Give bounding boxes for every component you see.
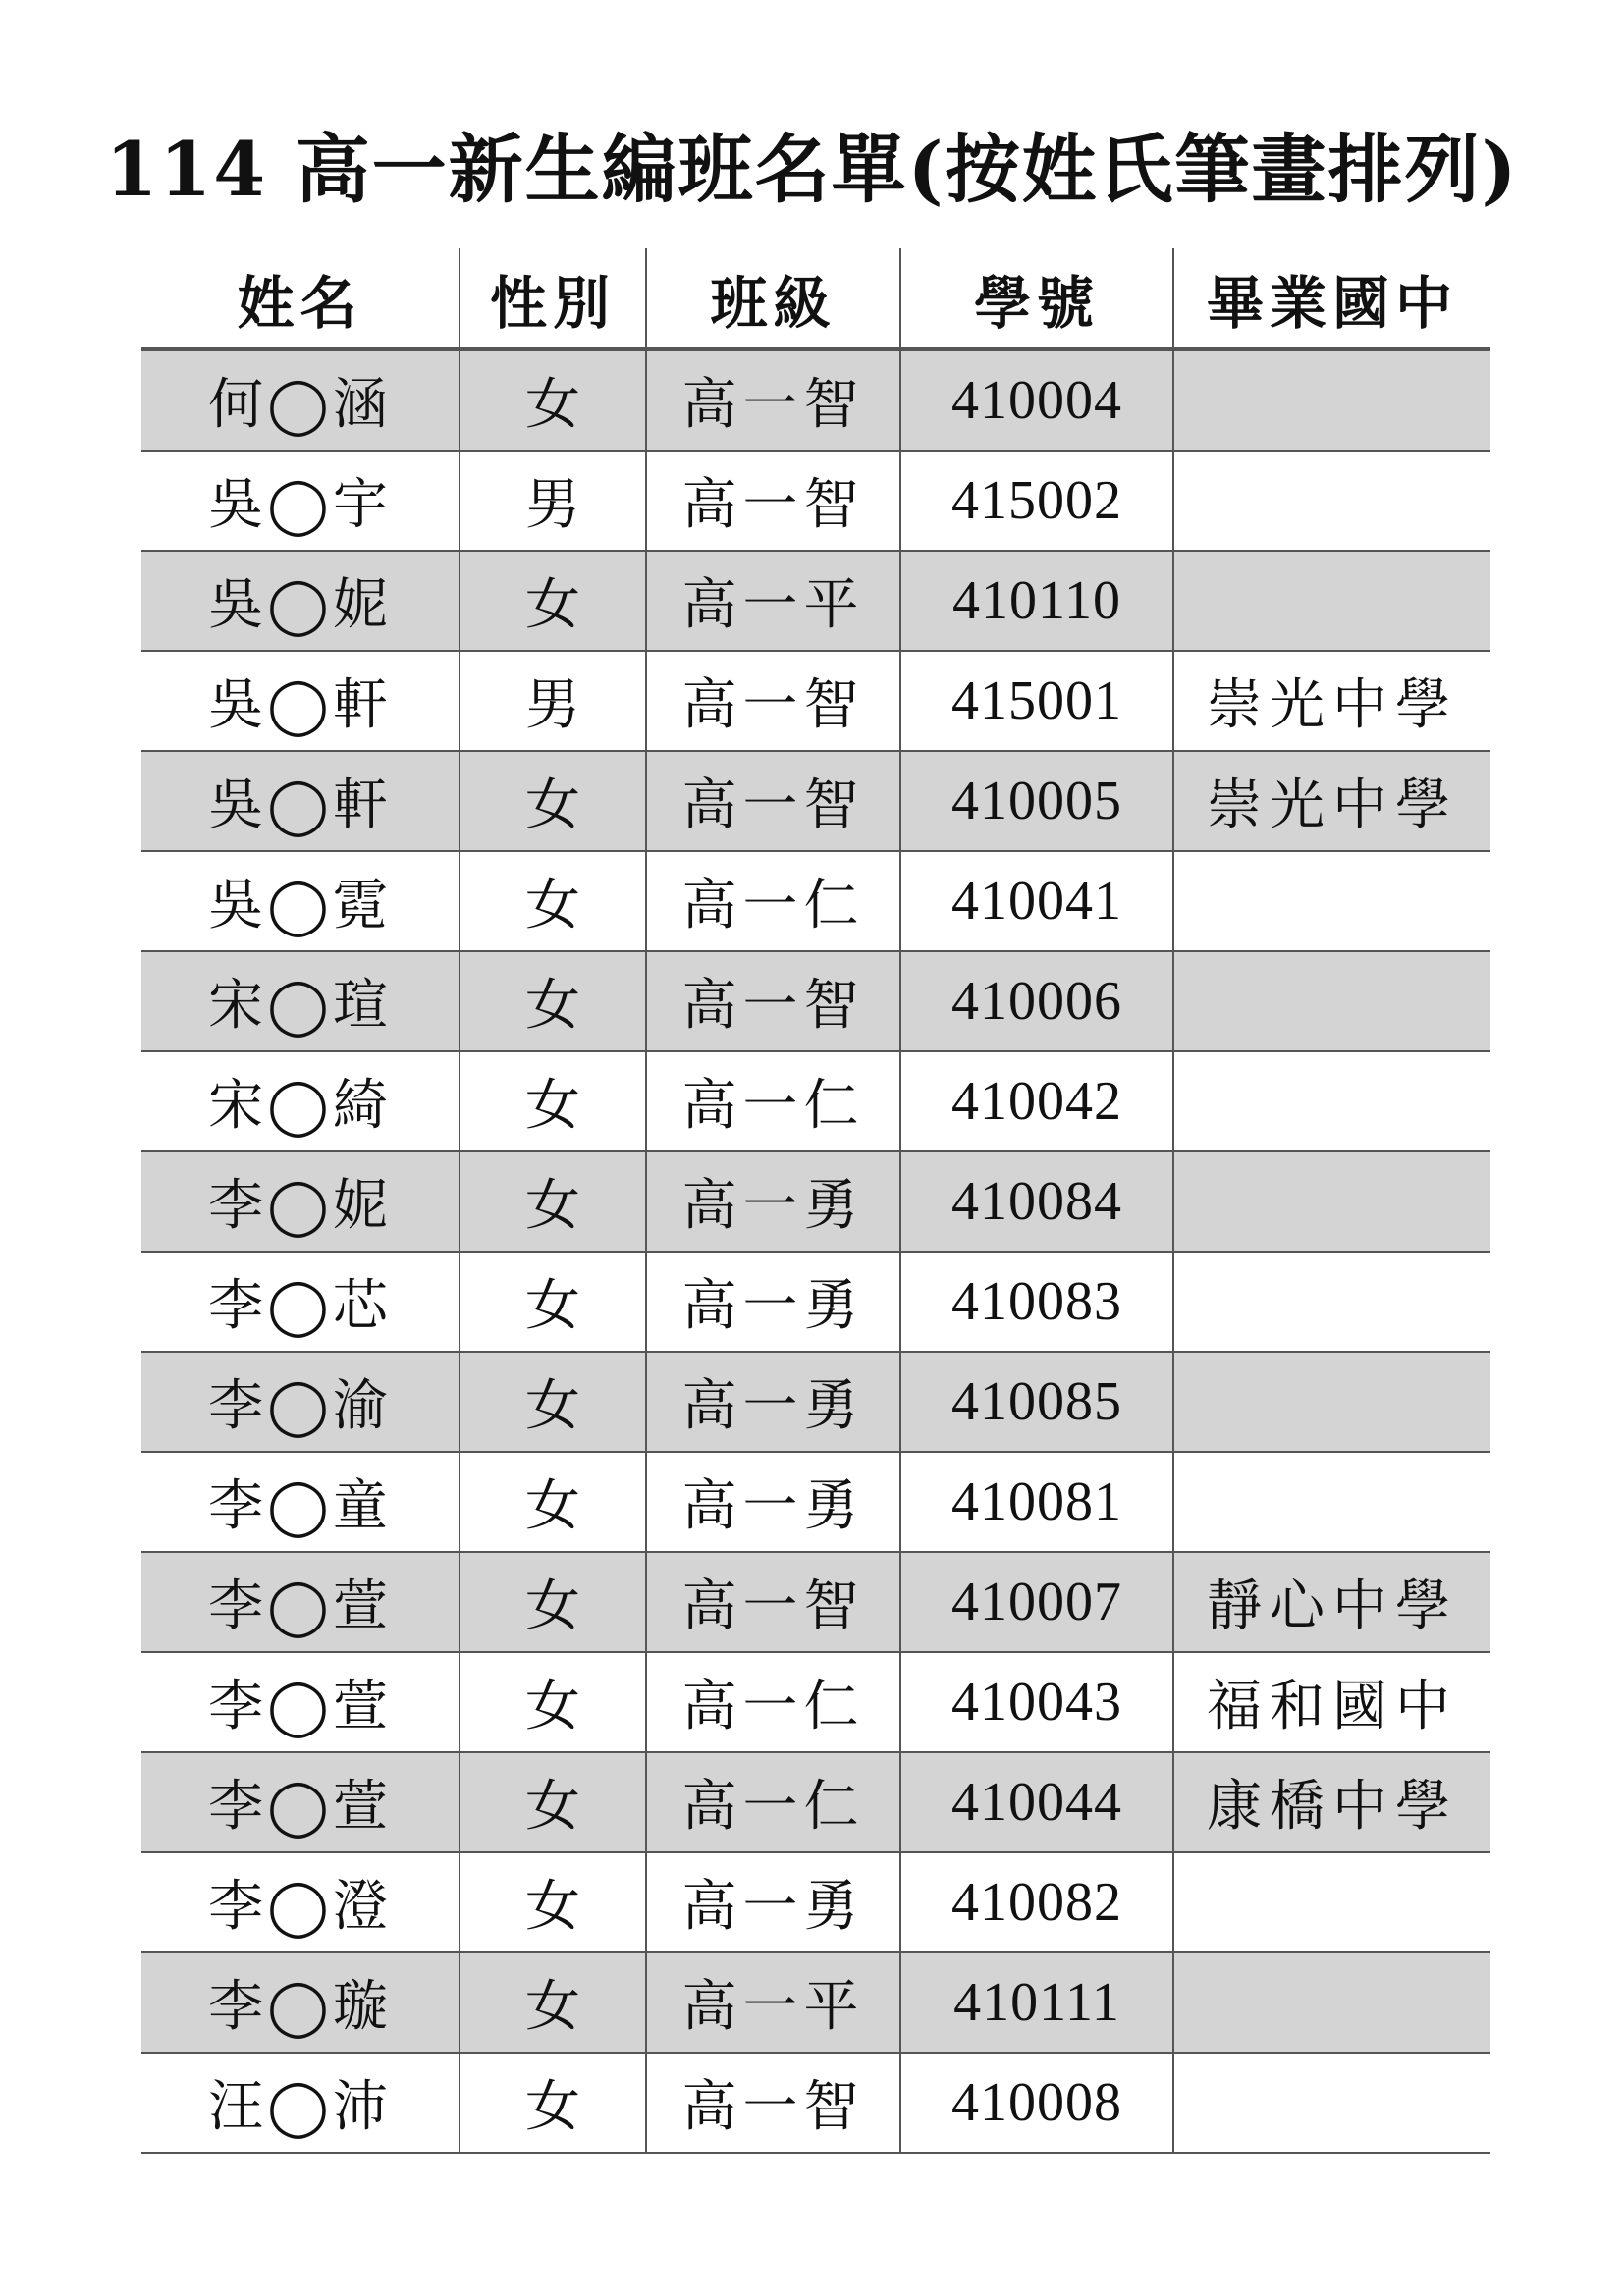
junior-high-school — [1173, 1352, 1490, 1452]
student-name: 李◯芯 — [141, 1252, 460, 1352]
student-name: 李◯萱 — [141, 1552, 460, 1652]
student-name: 宋◯瑄 — [141, 951, 460, 1051]
column-header-junior-high: 畢業國中 — [1173, 248, 1490, 349]
column-header-name: 姓名 — [141, 248, 460, 349]
student-name: 李◯萱 — [141, 1752, 460, 1852]
student-class: 高一智 — [646, 451, 900, 551]
table-row — [141, 551, 1490, 651]
student-class: 高一智 — [646, 1552, 900, 1652]
table-row — [141, 1352, 1490, 1452]
student-id: 410081 — [900, 1452, 1173, 1552]
student-class: 高一平 — [646, 1952, 900, 2053]
student-class: 高一仁 — [646, 1051, 900, 1151]
student-id: 410005 — [900, 751, 1173, 851]
student-id: 410042 — [900, 1051, 1173, 1151]
table-row — [141, 1852, 1490, 1952]
student-gender: 女 — [460, 1752, 646, 1852]
student-class: 高一智 — [646, 751, 900, 851]
junior-high-school — [1173, 951, 1490, 1051]
junior-high-school: 康橋中學 — [1173, 1752, 1490, 1852]
student-id: 410007 — [900, 1552, 1173, 1652]
student-id: 410111 — [900, 1952, 1173, 2053]
student-class: 高一勇 — [646, 1852, 900, 1952]
student-name: 吳◯軒 — [141, 651, 460, 751]
student-name: 汪◯沛 — [141, 2053, 460, 2153]
column-header-student-id: 學號 — [900, 248, 1173, 349]
student-name: 吳◯宇 — [141, 451, 460, 551]
student-gender: 女 — [460, 951, 646, 1051]
junior-high-school: 崇光中學 — [1173, 751, 1490, 851]
student-name: 宋◯綺 — [141, 1051, 460, 1151]
student-id: 410006 — [900, 951, 1173, 1051]
student-gender: 女 — [460, 851, 646, 951]
student-class: 高一智 — [646, 2053, 900, 2153]
student-class: 高一仁 — [646, 1652, 900, 1752]
table-row — [141, 851, 1490, 951]
student-class: 高一智 — [646, 349, 900, 451]
student-name: 李◯妮 — [141, 1151, 460, 1252]
student-id: 410043 — [900, 1652, 1173, 1752]
student-name: 吳◯妮 — [141, 551, 460, 651]
table-row — [141, 1051, 1490, 1151]
student-gender: 女 — [460, 1051, 646, 1151]
table-body — [141, 349, 1490, 2153]
student-gender: 男 — [460, 451, 646, 551]
student-gender: 女 — [460, 2053, 646, 2153]
student-class: 高一勇 — [646, 1452, 900, 1552]
student-class: 高一仁 — [646, 851, 900, 951]
table-row — [141, 1151, 1490, 1252]
table-row — [141, 349, 1490, 451]
student-name: 李◯璇 — [141, 1952, 460, 2053]
table-row — [141, 1952, 1490, 2053]
student-id: 410110 — [900, 551, 1173, 651]
table-row — [141, 451, 1490, 551]
student-name: 李◯澄 — [141, 1852, 460, 1952]
student-gender: 女 — [460, 1652, 646, 1752]
header-row — [141, 248, 1490, 349]
table-row — [141, 2053, 1490, 2153]
student-class: 高一智 — [646, 951, 900, 1051]
student-id: 415002 — [900, 451, 1173, 551]
student-id: 410084 — [900, 1151, 1173, 1252]
student-class: 高一勇 — [646, 1252, 900, 1352]
table-row — [141, 1552, 1490, 1652]
student-id: 415001 — [900, 651, 1173, 751]
student-gender: 女 — [460, 1952, 646, 2053]
table-row — [141, 1252, 1490, 1352]
student-id: 410004 — [900, 349, 1173, 451]
student-name: 李◯童 — [141, 1452, 460, 1552]
table-row — [141, 1452, 1490, 1552]
student-gender: 女 — [460, 1151, 646, 1252]
student-name: 何◯涵 — [141, 349, 460, 451]
student-id: 410041 — [900, 851, 1173, 951]
column-header-class: 班級 — [646, 248, 900, 349]
student-class: 高一勇 — [646, 1151, 900, 1252]
junior-high-school: 福和國中 — [1173, 1652, 1490, 1752]
student-gender: 女 — [460, 551, 646, 651]
student-id: 410044 — [900, 1752, 1173, 1852]
student-id: 410082 — [900, 1852, 1173, 1952]
table-row — [141, 951, 1490, 1051]
student-id: 410085 — [900, 1352, 1173, 1452]
junior-high-school — [1173, 349, 1490, 451]
junior-high-school — [1173, 1452, 1490, 1552]
table-header — [141, 248, 1490, 349]
student-name: 李◯渝 — [141, 1352, 460, 1452]
junior-high-school — [1173, 451, 1490, 551]
junior-high-school — [1173, 851, 1490, 951]
table-row — [141, 1752, 1490, 1852]
student-name: 吳◯霓 — [141, 851, 460, 951]
student-roster-table — [141, 248, 1490, 2154]
student-name: 吳◯軒 — [141, 751, 460, 851]
student-class: 高一智 — [646, 651, 900, 751]
student-gender: 男 — [460, 651, 646, 751]
student-gender: 女 — [460, 751, 646, 851]
student-name: 李◯萱 — [141, 1652, 460, 1752]
student-gender: 女 — [460, 1852, 646, 1952]
junior-high-school — [1173, 2053, 1490, 2153]
junior-high-school: 崇光中學 — [1173, 651, 1490, 751]
student-id: 410008 — [900, 2053, 1173, 2153]
table-row — [141, 651, 1490, 751]
student-gender: 女 — [460, 1252, 646, 1352]
student-gender: 女 — [460, 1552, 646, 1652]
junior-high-school — [1173, 1151, 1490, 1252]
student-gender: 女 — [460, 1452, 646, 1552]
student-id: 410083 — [900, 1252, 1173, 1352]
junior-high-school — [1173, 1051, 1490, 1151]
student-class: 高一仁 — [646, 1752, 900, 1852]
junior-high-school — [1173, 551, 1490, 651]
student-gender: 女 — [460, 349, 646, 451]
junior-high-school — [1173, 1852, 1490, 1952]
page-title: 114 高一新生編班名單(按姓氏筆畫排列) — [105, 126, 1519, 213]
student-gender: 女 — [460, 1352, 646, 1452]
student-class: 高一勇 — [646, 1352, 900, 1452]
junior-high-school: 靜心中學 — [1173, 1552, 1490, 1652]
table-row — [141, 1652, 1490, 1752]
column-header-gender: 性別 — [460, 248, 646, 349]
junior-high-school — [1173, 1252, 1490, 1352]
table-row — [141, 751, 1490, 851]
student-class: 高一平 — [646, 551, 900, 651]
junior-high-school — [1173, 1952, 1490, 2053]
